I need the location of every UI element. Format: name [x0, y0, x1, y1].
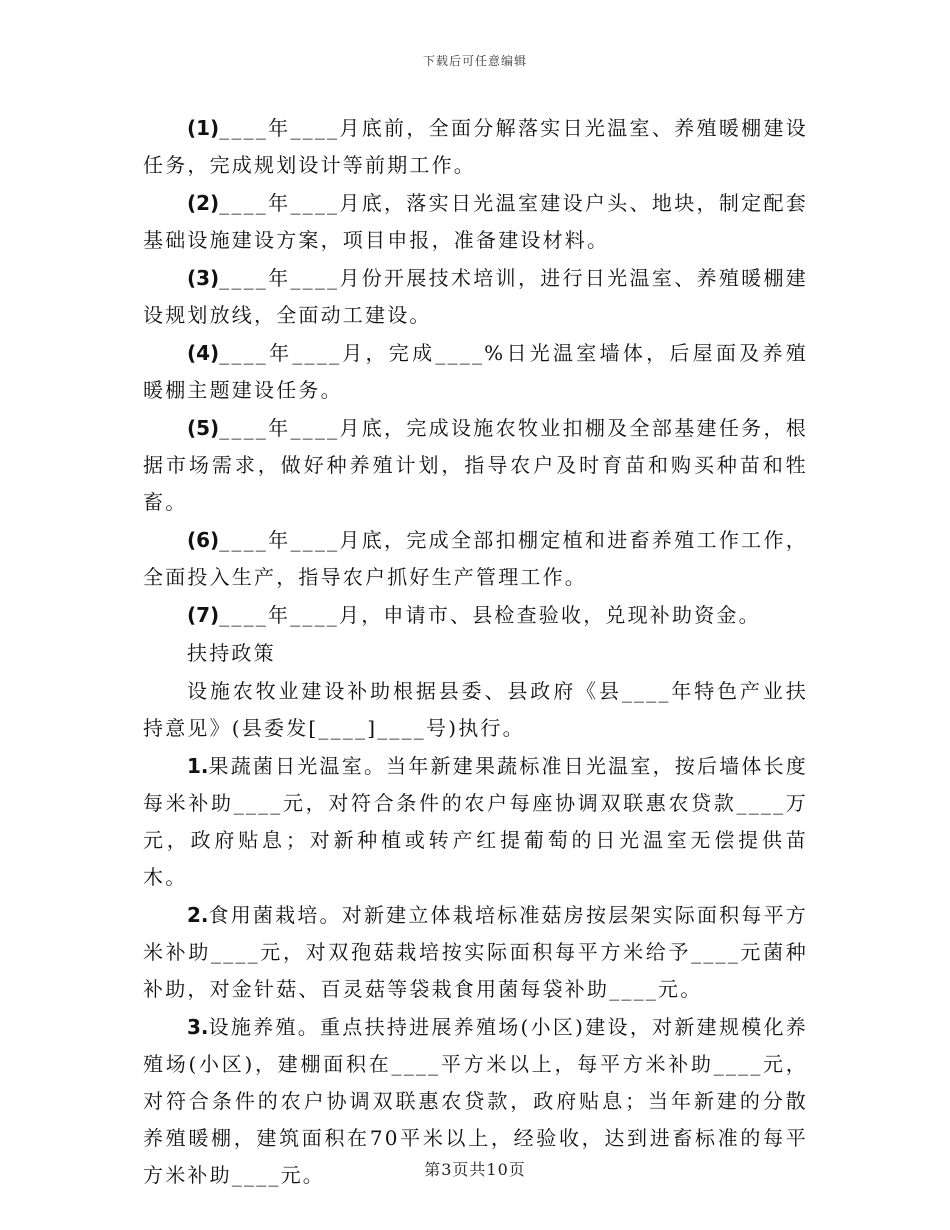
- paragraph-text: 果蔬菌日光温室。当年新建果蔬标准日光温室，按后墙体长度每米补助____元，对符合条件的农户每座协调双联惠农贷款____万元，政府贴息；对新种植或转产红提葡萄的日光温室无偿提供苗木。: [143, 754, 808, 889]
- page-footer: 第3页共10页: [424, 1160, 526, 1179]
- paragraph-text: ____年____月，完成____%日光温室墙体，后屋面及养殖暖棚主题建设任务。: [143, 341, 808, 402]
- paragraph-text: 食用菌栽培。对新建立体栽培标准菇房按层架实际面积每平方米补助____元，对双孢菇栽培按实际面积每平方米给予____元菌种补助，对金针菇、百灵菇等袋栽食用菌每袋补助____元。: [143, 903, 808, 1001]
- item-number: 2.: [187, 903, 209, 927]
- paragraph: [143, 522, 808, 596]
- item-number: (2): [187, 191, 220, 215]
- paragraph-text: ____年____月底，完成设施农牧业扣棚及全部基建任务，根据市场需求，做好种养殖计划，指导农户及时育苗和购买种苗和牲畜。: [143, 416, 808, 514]
- paragraph-text: ____年____月底前，全面分解落实日光温室、养殖暖棚建设任务，完成规划设计等前期工作。: [143, 116, 808, 177]
- paragraph: [143, 335, 808, 409]
- paragraph: [143, 748, 808, 896]
- paragraph-text: ____年____月底，落实日光温室建设户头、地块，制定配套基础设施建设方案，项目申报，准备建设材料。: [143, 191, 808, 252]
- item-number: 1.: [187, 754, 209, 778]
- paragraph: [143, 410, 808, 521]
- paragraph: [143, 185, 808, 259]
- paragraph: [143, 897, 808, 1008]
- paragraph: [143, 673, 808, 747]
- item-number: (5): [187, 416, 220, 440]
- item-number: 3.: [187, 1015, 209, 1039]
- paragraph-text: ____年____月，申请市、县检查验收，兑现补助资金。: [219, 603, 761, 627]
- paragraph: [143, 597, 808, 634]
- page-header: 下载后可任意编辑: [422, 54, 527, 68]
- item-number: (3): [187, 266, 220, 290]
- item-number: (6): [187, 528, 220, 552]
- item-number: (4): [187, 341, 220, 365]
- paragraph-text: ____年____月底，完成全部扣棚定植和进畜养殖工作工作，全面投入生产，指导农户抓好生产管理工作。: [143, 528, 808, 589]
- paragraph-text: 设施养殖。重点扶持进展养殖场(小区)建设，对新建规模化养殖场(小区)，建棚面积在____平方米以上，每平方米补助____元，对符合条件的农户协调双联惠农贷款，政府贴息；当年新建的分散养殖暖棚，建筑面积在70平米以上，经验收，达到进畜标准的每平方米补助____元。: [143, 1015, 808, 1187]
- section-heading: [143, 635, 808, 672]
- item-number: (1): [187, 116, 220, 140]
- paragraph: [143, 260, 808, 334]
- document-body: [143, 110, 808, 1195]
- paragraph-text: ____年____月份开展技术培训，进行日光温室、养殖暖棚建设规划放线，全面动工建设。: [143, 266, 808, 327]
- item-number: (7): [187, 603, 220, 627]
- paragraph-text: 设施农牧业建设补助根据县委、县政府《县____年特色产业扶持意见》(县委发[____]____号)执行。: [143, 679, 808, 740]
- paragraph: [143, 110, 808, 184]
- section-heading-text: 扶持政策: [187, 641, 276, 665]
